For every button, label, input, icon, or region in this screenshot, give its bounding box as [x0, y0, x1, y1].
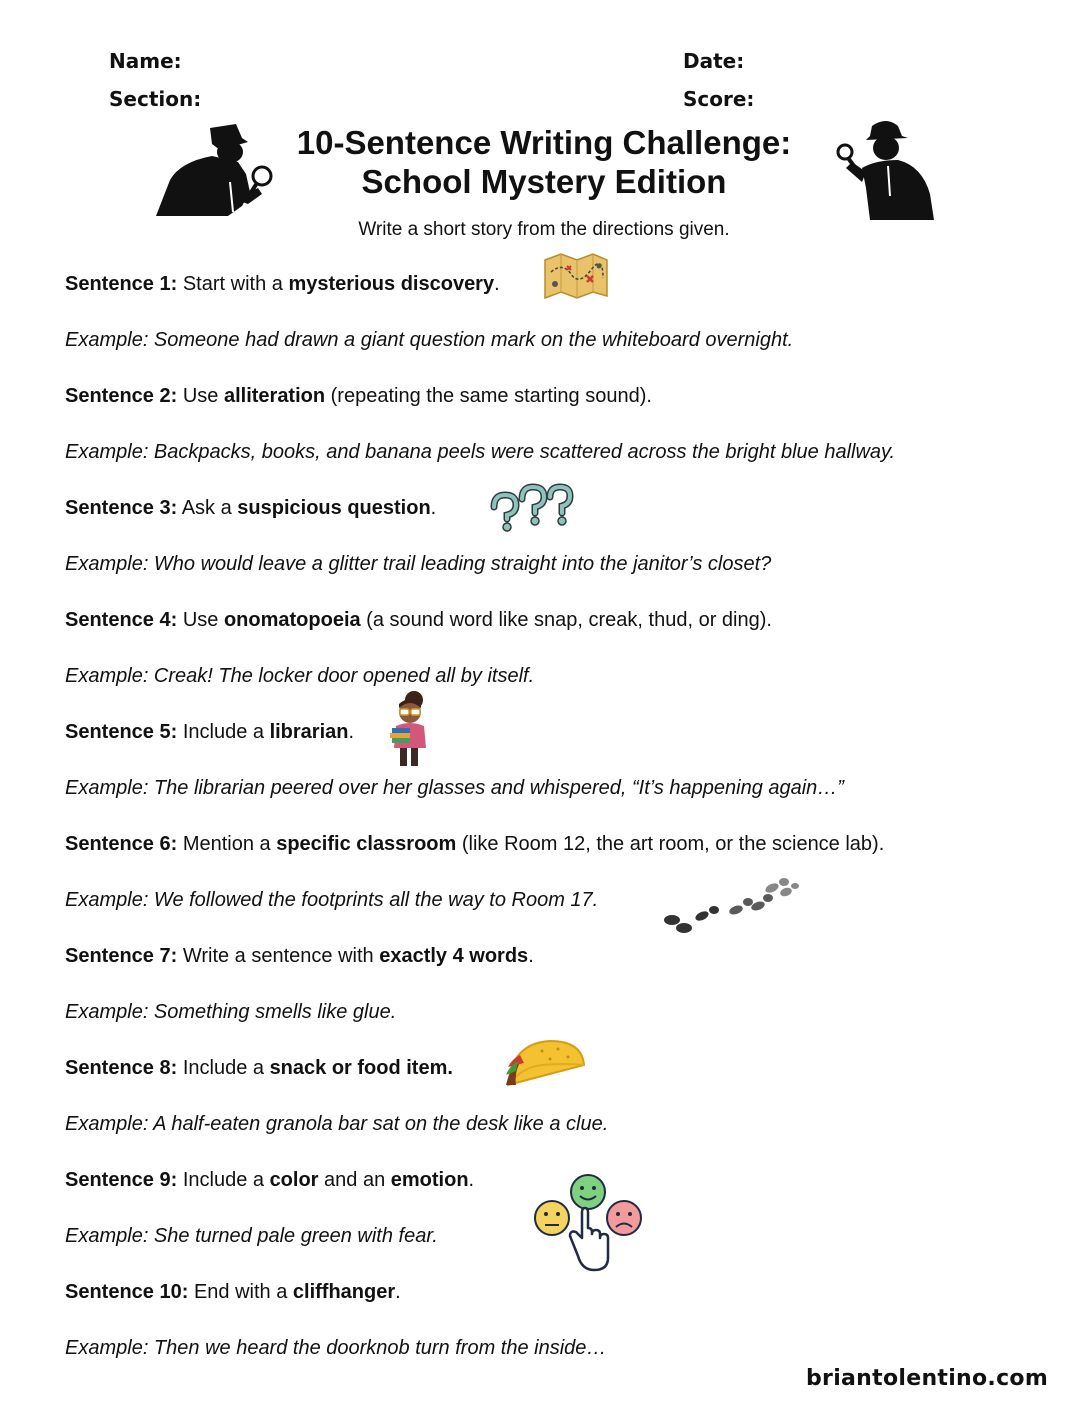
sentence-label: Sentence 10:: [65, 1281, 189, 1303]
sentence-label: Sentence 7:: [65, 945, 178, 967]
sentence-1-example: Example: Someone had drawn a giant question mark on the whiteboard overnight.: [65, 329, 794, 351]
sentence-5-example: Example: The librarian peered over her glasses and whispered, “It’s happening again…”: [65, 777, 844, 799]
sentence-keyword: snack or food item.: [269, 1057, 453, 1079]
detective-silhouette-icon: [836, 116, 936, 222]
sentence-7-example: Example: Something smells like glue.: [65, 1001, 397, 1023]
sentence-8-prompt: [65, 1056, 453, 1080]
sentence-text: .: [430, 497, 437, 519]
sentence-2-example: Example: Backpacks, books, and banana peels were scattered across the bright blue hallway.: [65, 441, 896, 463]
sentence-keyword: librarian: [269, 721, 349, 743]
page-title-line1: 10-Sentence Writing Challenge:: [296, 124, 792, 161]
librarian-icon: [384, 690, 436, 770]
sentence-10-prompt: [65, 1280, 401, 1304]
taco-icon: [502, 1037, 586, 1089]
date-label: Date:: [683, 49, 745, 73]
sentence-text: Use: [182, 609, 224, 631]
sentence-text: .: [348, 721, 355, 743]
sentence-text: Mention a: [182, 833, 277, 855]
sentence-10-example: Example: Then we heard the doorknob turn from the inside…: [65, 1337, 607, 1359]
sentence-label: Sentence 1:: [65, 273, 178, 295]
sentence-6-prompt: [65, 832, 884, 856]
page-title-line2: School Mystery Edition: [361, 163, 727, 200]
sentence-text: Write a sentence with: [182, 945, 380, 967]
sentence-keyword: mysterious discovery: [288, 273, 495, 295]
sentence-keyword: alliteration: [223, 385, 326, 407]
sentence-7-prompt: [65, 944, 534, 968]
sentence-keyword: cliffhanger: [292, 1281, 396, 1303]
sentence-keyword: suspicious question: [237, 497, 431, 519]
sentence-text: .: [494, 273, 500, 295]
footprints-icon: [660, 876, 800, 938]
sentence-3-example: Example: Who would leave a glitter trail leading straight into the janitor’s closet?: [65, 553, 772, 575]
sentence-label: Sentence 9:: [65, 1169, 178, 1191]
sentence-keyword: exactly 4 words: [379, 945, 529, 967]
sentence-4-prompt: [65, 608, 772, 632]
sentence-label: Sentence 2:: [65, 385, 178, 407]
sentence-text: (repeating the same starting sound).: [325, 385, 652, 407]
section-label: Section:: [109, 87, 202, 111]
sentence-text: Ask a: [181, 497, 238, 519]
page-subtitle: Write a short story from the directions given.: [358, 219, 730, 240]
sentence-label: Sentence 5:: [65, 721, 178, 743]
sentence-text: (like Room 12, the art room, or the science lab).: [456, 833, 885, 855]
sentence-text: Start with a: [182, 273, 289, 295]
sentence-text: Include a: [182, 1057, 270, 1079]
sentence-keyword: color: [269, 1169, 319, 1191]
question-marks-icon: [488, 485, 578, 533]
sentence-1-prompt: [65, 272, 500, 296]
sentence-text: Use: [182, 385, 224, 407]
sentence-8-example: Example: A half-eaten granola bar sat on the desk like a clue.: [65, 1113, 609, 1135]
sentence-keyword: emotion: [390, 1169, 469, 1191]
sentence-text: .: [395, 1281, 401, 1303]
sentence-text: (a sound word like snap, creak, thud, or ding).: [360, 609, 772, 631]
sentence-text: and an: [318, 1169, 391, 1191]
sentence-label: Sentence 6:: [65, 833, 178, 855]
emotion-faces-icon: [530, 1172, 646, 1276]
sentence-4-example: Example: Creak! The locker door opened all by itself.: [65, 665, 535, 687]
sentence-9-example: Example: She turned pale green with fear.: [65, 1225, 438, 1247]
sentence-keyword: onomatopoeia: [223, 609, 361, 631]
sentence-6-example: Example: We followed the footprints all the way to Room 17.: [65, 889, 599, 911]
sentence-text: Include a: [182, 1169, 270, 1191]
footer-website: briantolentino.com: [806, 1366, 1049, 1391]
sentence-keyword: specific classroom: [276, 833, 457, 855]
score-label: Score:: [683, 87, 755, 111]
sentence-3-prompt: [65, 496, 436, 520]
detective-silhouette-icon: [150, 122, 275, 220]
sentence-5-prompt: [65, 720, 354, 744]
sentence-label: Sentence 4:: [65, 609, 178, 631]
sentence-text: End with a: [193, 1281, 293, 1303]
name-label: Name:: [109, 49, 182, 73]
sentence-label: Sentence 3:: [65, 497, 178, 519]
sentence-text: Include a: [182, 721, 270, 743]
sentence-label: Sentence 8:: [65, 1057, 178, 1079]
sentence-text: .: [468, 1169, 475, 1191]
sentence-text: .: [528, 945, 534, 967]
sentence-9-prompt: [65, 1168, 474, 1192]
sentence-2-prompt: [65, 384, 652, 408]
treasure-map-icon: [543, 252, 609, 300]
